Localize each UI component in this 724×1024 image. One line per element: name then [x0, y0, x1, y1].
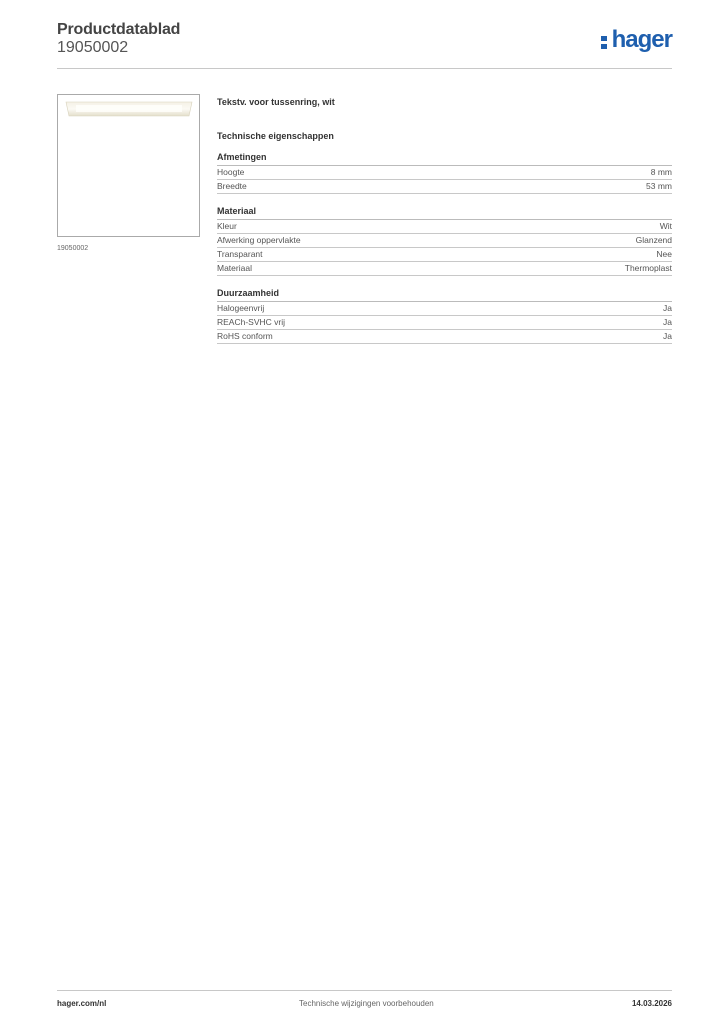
- product-image: [64, 100, 194, 118]
- property-value: Thermoplast: [624, 263, 672, 273]
- product-name: Tekstv. voor tussenring, wit: [217, 97, 335, 107]
- property-label: Afwerking oppervlakte: [217, 235, 301, 245]
- property-value: Ja: [663, 317, 672, 327]
- property-value: Glanzend: [635, 235, 672, 245]
- product-number: 19050002: [57, 39, 129, 56]
- group-title-duurzaamheid: Duurzaamheid: [217, 288, 672, 302]
- property-label: Halogeenvrij: [217, 303, 265, 313]
- property-label: Materiaal: [217, 263, 252, 273]
- property-value: 8 mm: [650, 167, 672, 177]
- footer-website-link[interactable]: hager.com/nl: [57, 999, 107, 1008]
- property-row: [217, 262, 672, 276]
- group-title-materiaal: Materiaal: [217, 206, 672, 220]
- group-title-afmetingen: Afmetingen: [217, 152, 672, 166]
- property-row: [217, 316, 672, 330]
- property-value: Nee: [656, 249, 672, 259]
- property-value: Wit: [659, 221, 672, 231]
- section-title: Technische eigenschappen: [217, 131, 334, 141]
- property-row: [217, 220, 672, 234]
- property-row: [217, 166, 672, 180]
- footer-disclaimer: Technische wijzigingen voorbehouden: [299, 999, 434, 1008]
- footer-divider: [57, 990, 672, 991]
- page-title: Productdatablad: [57, 21, 181, 38]
- property-row: [217, 248, 672, 262]
- footer-date: 14.03.2026: [631, 999, 672, 1008]
- product-image-frame: [57, 94, 200, 237]
- brand-name: hager: [611, 26, 672, 53]
- property-row: [217, 330, 672, 344]
- property-value: Ja: [663, 331, 672, 341]
- hager-logo: [601, 28, 672, 52]
- property-label: Hoogte: [217, 167, 245, 177]
- property-label: RoHS conform: [217, 331, 273, 341]
- property-row: [217, 234, 672, 248]
- image-caption: 19050002: [57, 245, 89, 252]
- header-divider: [57, 68, 672, 69]
- property-label: REACh-SVHC vrij: [217, 317, 286, 327]
- property-value: Ja: [663, 303, 672, 313]
- product-details: [217, 97, 672, 344]
- property-row: [217, 302, 672, 316]
- property-value: 53 mm: [646, 181, 672, 191]
- property-label: Kleur: [217, 221, 237, 231]
- property-row: [217, 180, 672, 194]
- logo-dots-icon: [601, 34, 610, 50]
- property-label: Transparant: [217, 249, 263, 259]
- property-label: Breedte: [217, 181, 247, 191]
